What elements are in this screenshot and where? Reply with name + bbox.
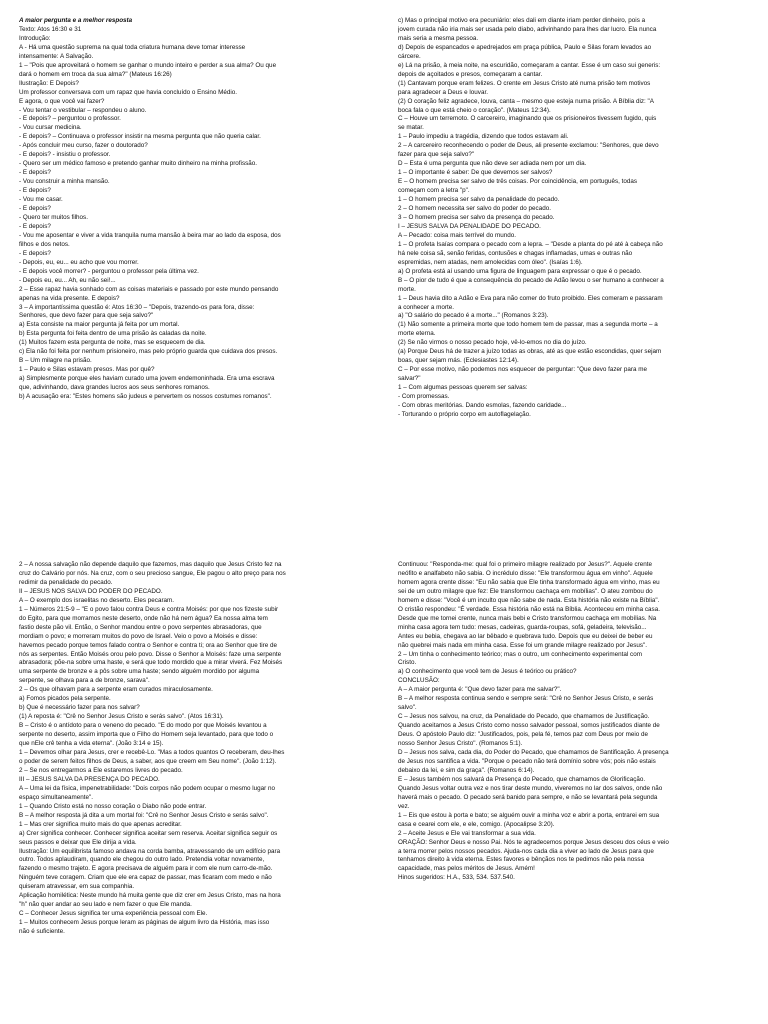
- text-line: começam com a letra "p".: [398, 187, 470, 195]
- text-line: 1 – Quando Cristo está no nosso coração o Diabo não pode entrar.: [19, 802, 207, 810]
- text-line: Texto: Atos 16:30 e 31: [19, 25, 82, 33]
- text-line: quiseram atravessar, em sua companhia.: [19, 883, 135, 891]
- text-line: Ilustração: E Depois?: [19, 79, 79, 87]
- text-line: II – JESUS NOS SALVA DO PODER DO PECADO.: [19, 587, 163, 595]
- text-line: homem agora crente disse: "Eu não sabia que Ele tinha transformado água em vinho, mas eu: [398, 578, 660, 586]
- text-line: abrasadora; põe-na sobre uma haste, e será que todo mordido que a mirar viverá. Fez Moisés: [19, 659, 283, 667]
- text-line: Um professor conversava com um rapaz que havia concluído o Ensino Médio.: [19, 88, 238, 96]
- text-line: - Torturando o próprio corpo em autoflagelação.: [398, 410, 531, 418]
- text-line: E – O homem precisa ser salvo de três coisas. Por coincidência, em português, todas: [398, 178, 638, 186]
- text-line: serpente no deserto, assim importa que o Filho do Homem seja levantado, para que todo o: [19, 731, 274, 739]
- text-line: c) Ela não foi feita por nenhum prisioneiro, mas pelo próprio guarda que cuidava dos presos.: [19, 348, 278, 356]
- text-line: do Egito, para que morramos neste deserto, onde não há nem água? Ea nossa alma tem: [19, 614, 268, 622]
- text-line: a) "O salário do pecado é a morte..." (Romanos 3:23).: [398, 312, 549, 320]
- text-line: neófito e analfabeto não sabia. O incrédulo disse: "Ele transformou água em vinho". Aquele: [398, 569, 653, 577]
- text-line: Quando aceitamos a Jesus Cristo como nosso salvador pessoal, somos justificados diante de: [398, 722, 660, 730]
- text-line: 2 – Um tinha o conhecimento teórico; mas o outro, um conhecimento experimental com: [398, 650, 642, 658]
- text-line: morte.: [398, 285, 416, 293]
- text-line: (1) Cantavam porque eram felizes. O crente em Jesus Cristo até numa prisão tem motivos: [398, 79, 651, 87]
- text-line: seus passos e deixar que Ele dirija a vida.: [19, 838, 137, 846]
- text-line: Ilustração: Um equilibrista famoso andava na corda bamba, atravessando de um edifício para: [19, 847, 281, 855]
- text-line: - Depois eu, eu... Ah, eu não sei!...: [19, 276, 116, 284]
- text-line: cárcere.: [398, 52, 421, 60]
- text-line: Antes eu bebia, chegava ao lar bêbado e quebrava tudo. Depois que eu deixei de beber eu: [398, 632, 653, 640]
- text-line: B – A melhor resposta já dita a um mortal foi: "Crê no Senhor Jesus Cristo e serás salvo".: [19, 811, 269, 819]
- text-line: b) Que é necessário fazer para nos salvar?: [19, 704, 140, 712]
- text-line: espaço simultaneamente".: [19, 793, 93, 801]
- text-line: Desde que me tornei crente, nunca mais bebi e Cristo transformou cachaça em mobílias. Na: [398, 614, 657, 622]
- text-line: a terra morrer pelos nossos pecados. Ajuda-nos cada dia a viver ao lado de Jesus para que: [398, 847, 654, 855]
- text-line: 2 – Esse rapaz havia sonhado com as coisas materiais e passado por este mundo pensando: [19, 285, 279, 293]
- text-line: Aplicação homilética: Neste mundo há muita gente que diz crer em Jesus Cristo, mas na hora: [19, 892, 281, 900]
- text-line: C – Houve um terremoto. O carcereiro, imaginando que os prisioneiros tivessem fugido, quis: [398, 115, 657, 123]
- text-line: 2 – O homem necessita ser salvo do poder do pecado.: [398, 205, 551, 213]
- text-line: vez.: [398, 802, 410, 810]
- text-line: morte eterna.: [398, 330, 436, 338]
- text-line: - E depois? - insistiu o professor.: [19, 151, 111, 159]
- text-line: O cristão respondeu: "É verdade. Essa história não está na Bíblia. Aconteceu em minha casa.: [398, 605, 660, 613]
- text-line: - E depois?: [19, 249, 51, 257]
- text-line: 1 – Deus havia dito a Adão e Eva para não comer do fruto proibido. Eles comeram e passaram: [398, 294, 663, 302]
- text-line: minha casa agora tem tudo: mesas, cadeiras, guarda-roupas, sofá, geladeira, televisão...: [398, 623, 647, 631]
- text-line: fastio deste pão vil. Então, o Senhor mandou entre o povo serpentes abrasadoras, que: [19, 623, 262, 631]
- text-line: - Vou tentar o vestibular – respondeu o aluno.: [19, 106, 147, 114]
- text-line: E agora, o que você vai fazer?: [19, 97, 105, 105]
- text-line: nosso Senhor Jesus Cristo". (Romanos 5:1).: [398, 740, 523, 748]
- text-line: (1) A reposta é: "Crê no Senhor Jesus Cristo e serás salvo". (Atos 16:31).: [19, 713, 224, 721]
- text-line: 2 – A nossa salvação não depende daquilo que fazemos, mas daquilo que Jesus Cristo fez na: [19, 561, 282, 568]
- text-line: fazendo o mesmo trajeto. E agora precisava de alguém para ir com ele num carro-de-mão.: [19, 865, 273, 873]
- text-line: a) Simplesmente porque eles haviam curado uma jovem endemoninhada. Era uma escrava: [19, 375, 275, 383]
- text-line: A – Pecado: coisa mais terrível do mundo.: [398, 231, 516, 239]
- text-line: (1) Muitos fazem esta pergunta de noite, mas se esquecem de dia.: [19, 339, 206, 347]
- text-line: B – O pior de tudo é que a consequência do pecado de Adão levou o ser humano a conhecer a: [398, 276, 664, 284]
- text-line: Introdução:: [19, 34, 51, 42]
- text-line: - E depois? – perguntou o professor.: [19, 115, 121, 123]
- text-line: III – JESUS SALVA DA PRESENÇA DO PECADO.: [19, 775, 160, 783]
- text-line: A maior pergunta e a melhor resposta: [19, 17, 133, 24]
- text-line: A – Uma lei da física, impenetrabilidade: "Dois corpos não podem ocupar o mesmo lugar no: [19, 784, 275, 792]
- text-line: - Vou me aposentar e viver a vida tranquila numa mansão à beira mar ao lado da esposa, dos: [19, 231, 281, 239]
- text-line: - Com promessas.: [398, 393, 450, 401]
- column-top-right: [398, 17, 755, 517]
- text-line: 1 – O profeta Isaías compara o pecado com a lepra. – "Desde a planta do pé até à cabeça não: [398, 240, 663, 248]
- text-line: - Vou construir a minha mansão.: [19, 178, 110, 186]
- text-line: cruz do Calvário por nós. Na cruz, com o seu precioso sangue, Ele pagou o alto preço para nos: [19, 569, 286, 577]
- text-line: - E depois você morrer? - perguntou o professor pela última vez.: [19, 267, 199, 275]
- text-line: I – JESUS SALVA DA PENALIDADE DO PECADO.: [398, 222, 541, 230]
- text-line: - Com obras meritórias. Dando esmolas, fazendo caridade...: [398, 401, 567, 409]
- text-line: Senhores, que devo fazer para que seja salvo?": [19, 312, 154, 320]
- text-line: a) Esta consiste na maior pergunta já feita por um mortal.: [19, 321, 180, 329]
- text-line: ORAÇÃO: Senhor Deus e nosso Pai. Nós te agradecemos porque Jesus desceu dos céus e veio: [398, 838, 669, 846]
- text-line: havemos pecado porque temos falado contra o Senhor e contra ti; ora ao Senhor que tire de: [19, 641, 277, 649]
- text-line: 1 – Paulo impediu a tragédia, dizendo que todos estavam ali.: [398, 133, 569, 141]
- column-top-left: [19, 17, 376, 497]
- text-line: b) Esta pergunta foi feita dentro de uma prisão às caladas da noite.: [19, 330, 207, 338]
- text-line: a) Crer significa conhecer. Conhecer significa aceitar sem reserva. Aceitar significa seguir os: [19, 829, 278, 837]
- text-line: - Quero ser um médico famoso e pretendo ganhar muito dinheiro na minha profissão.: [19, 160, 258, 168]
- text-line: 1 – Eis que estou à porta e bato; se alguém ouvir a minha voz e abrir a porta, entrarei em sua: [398, 811, 660, 819]
- text-line: para agradecer a Deus e louvar.: [398, 88, 488, 96]
- text-line: Ninguém teve coragem. Criam que ele era capaz de passar, mas ficaram com medo e não: [19, 874, 272, 882]
- text-line: tenhamos direito à vida eterna. Estes favores e bênçãos nos te pedimos não pela nossa: [398, 856, 645, 864]
- text-line: salvar?": [398, 375, 421, 383]
- text-line: mais seria a mesma pessoa.: [398, 34, 479, 42]
- text-line: - E depois?: [19, 222, 51, 230]
- text-line: boca fala o que está cheio o coração". (Mateus 12:34).: [398, 106, 551, 114]
- text-line: 2 – Os que olhavam para a serpente eram curados miraculosamente.: [19, 686, 213, 694]
- text-line: (a) Porque Deus há de trazer a juízo todas as obras, até as que estão escondidas, quer sejam: [398, 348, 662, 356]
- text-line: 1 – Números 21:5-9 – "E o povo falou contra Deus e contra Moisés: por que nos fizeste subir: [19, 605, 279, 613]
- text-line: - E depois? – Continuava o professor insistir na mesma pergunta que não queria calar.: [19, 133, 261, 141]
- text-line: - Depois, eu, eu... eu acho que vou morrer.: [19, 258, 139, 266]
- text-line: c) Mas o principal motivo era pecuniário: eles dali em diante iriam perder dinheiro, pois a: [398, 17, 646, 24]
- text-line: 2 – A carcereiro reconhecendo o poder de Deus, ali presente exclamou: "Senhores, que devo: [398, 142, 659, 150]
- text-line: homem e disse: "Você é um inculto que não sabe de nada. Esta história não existe na Bíblia".: [398, 596, 660, 604]
- text-line: espremidas, nem atadas, nem amolecidas com óleo". (Isaías 1:6).: [398, 258, 583, 266]
- text-line: sei de um outro milagre que fez: Ele transformou cachaça em mobílias". O ateu zombou do: [398, 587, 653, 595]
- text-line: 1 – Paulo e Silas estavam presos. Mas por quê?: [19, 366, 155, 374]
- text-line: boas, quer sejam más. (Eclesiastes 12:14).: [398, 357, 519, 365]
- text-line: dará o homem em troca da sua alma?" (Mateus 16:26): [19, 70, 172, 78]
- text-line: - Vou me casar.: [19, 196, 63, 204]
- text-line: d) Depois de espancados e apedrejados em praça pública, Paulo e Silas foram levados ao: [398, 43, 652, 51]
- text-line: B – Um milagre na prisão.: [19, 357, 92, 365]
- text-line: 1 – Devemos olhar para Jesus, crer e recebê-Lo. "Mas a todos quantos O receberam, deu-lhes: [19, 749, 285, 757]
- text-line: B – A melhor resposta continua sendo e sempre será: "Crê no Senhor Jesus Cristo, e serás: [398, 695, 654, 703]
- text-line: que nEle crê tenha a vida eterna". (João 3:14 e 15).: [19, 740, 164, 748]
- text-line: - E depois?: [19, 169, 51, 177]
- text-line: D – Jesus nos salva, cada dia, do Poder do Pecado, que chamamos de Santificação. A presença: [398, 749, 669, 757]
- text-line: Quando Jesus voltar outra vez e nos tirar deste mundo, viveremos no lar dos salvos, onde não: [398, 784, 663, 792]
- text-line: C – Por esse motivo, não podemos nos esquecer de perguntar: "Que devo fazer para me: [398, 366, 648, 374]
- text-line: (2) O coração feliz agradece, louva, canta – mesmo que esteja numa prisão. A Bíblia diz: "A: [398, 97, 654, 105]
- text-line: nós as serpentes. Então Moisés orou pelo povo. Disse o Senhor a Moisés: faze uma serpente: [19, 650, 282, 658]
- text-line: "h" não quer andar ao seu lado e nem fazer o que Ele manda.: [19, 901, 192, 909]
- text-line: casa e cearei com ele, e ele, comigo. (Apocalipse 3:20).: [398, 820, 555, 828]
- text-line: Continuou: "Responda-me: qual foi o primeiro milagre realizado por Jesus?". Aquele crente: [398, 561, 653, 568]
- text-line: a) O profeta está aí usando uma figura de linguagem para expressar o que é o pecado.: [398, 267, 642, 275]
- text-line: - Vou cursar medicina.: [19, 124, 82, 132]
- text-line: 3 – O homem precisa ser salvo da presença do pecado.: [398, 213, 555, 221]
- text-line: a) O conhecimento que você tem de Jesus é teórico ou prático?: [398, 668, 577, 676]
- text-line: há nele coisa sã, senão feridas, contusões e chagas inflamadas, umas e outras não: [398, 249, 633, 257]
- text-line: C – Jesus nos salvou, na cruz, da Penalidade do Pecado, que chamamos de Justificação.: [398, 713, 650, 721]
- text-line: redimir da penalidade do pecado.: [19, 578, 113, 586]
- text-line: 3 – A importantíssima questão é: Atos 16:30 – "Depois, trazendo-os para fora, disse:: [19, 303, 255, 311]
- text-line: D – Esta é uma pergunta que não deve ser adiada nem por um dia.: [398, 160, 587, 168]
- text-line: filhos e dos netos.: [19, 240, 70, 248]
- text-line: 1 – Muitos conhecem Jesus porque leram as páginas de algum livro da História, mas isso: [19, 919, 270, 927]
- text-line: Cristo.: [398, 659, 417, 667]
- text-line: 1 – "Pois que aproveitará o homem se ganhar o mundo inteiro e perder a sua alma? Ou que: [19, 61, 277, 69]
- text-line: - E depois?: [19, 205, 51, 213]
- text-line: fazer para que seja salvo?": [398, 151, 475, 159]
- text-line: outro. Todos aplaudiram, quando ele chegou do outro lado. Pretendia voltar novamente,: [19, 856, 265, 864]
- text-line: jovem curada não iria mais ser usada pelo diabo, adivinhando para lhes dar lucro. Ela nunca: [398, 25, 657, 33]
- text-line: debaixo da lei, e sim da graça". (Romanos 6:14).: [398, 766, 535, 774]
- text-line: serpente, se olhava para a de bronze, sarava".: [19, 677, 150, 685]
- text-line: CONCLUSÃO:: [398, 677, 440, 685]
- text-line: A – O exemplo dos israelitas no deserto. Eles pecaram.: [19, 596, 175, 604]
- text-line: 1 – O homem precisa ser salvo da penalidade do pecado.: [398, 196, 560, 204]
- text-line: a conhecer a morte.: [398, 303, 455, 311]
- text-line: capacidade, mas pelos méritos de Jesus. Amém!: [398, 865, 535, 873]
- text-line: - Quero ter muitos filhos.: [19, 213, 88, 221]
- text-line: 1 – Com algumas pessoas querem ser salvas:: [398, 384, 528, 392]
- text-line: e) Lá na prisão, à meia noite, na escuridão, começaram a cantar. Esse é um caso sui generis:: [398, 61, 661, 69]
- text-line: - E depois?: [19, 187, 51, 195]
- column-bottom-left: [19, 561, 376, 1024]
- text-line: B – Cristo é o antídoto para o veneno do pecado. "E do modo por que Moisés levantou a: [19, 722, 267, 730]
- text-line: que, adivinhando, dava grandes lucros aos seus senhores romanos.: [19, 384, 210, 392]
- text-line: haverá mais o pecado. O pecado será banido para sempre, e não se levantará pela segunda: [398, 793, 658, 801]
- text-line: apenas na vida presente. E depois?: [19, 294, 120, 302]
- text-line: salvo".: [398, 704, 417, 712]
- text-line: A – A maior pergunta é: "Que devo fazer para me salvar?".: [398, 686, 562, 694]
- text-line: mordiam o povo; e morreram muitos do povo de Israel. Veio o povo a Moisés e disse:: [19, 632, 258, 640]
- text-line: 1 – O importante é saber: De que devemos ser salvos?: [398, 169, 553, 177]
- text-line: C – Conhecer Jesus significa ter uma experiência pessoal com Ele.: [19, 910, 208, 918]
- text-line: Hinos sugeridos: H.A., 533, 534. 537.540.: [398, 874, 515, 882]
- text-line: não é suficiente.: [19, 928, 65, 936]
- text-line: 2 – Aceite Jesus e Ele vai transformar a sua vida.: [398, 829, 536, 837]
- text-line: depois de açoitados e presos, começaram a cantar.: [398, 70, 543, 78]
- text-line: intensamente: A Salvação.: [19, 52, 94, 60]
- text-line: A - Há uma questão suprema na qual toda criatura humana deve tomar interesse: [19, 43, 246, 51]
- text-line: Deus. O apóstolo Paulo diz: "Justificados, pois, pela fé, temos paz com Deus por meio de: [398, 731, 649, 739]
- text-line: se matar.: [398, 124, 424, 132]
- text-line: E – Jesus também nos salvará da Presença do Pecado, que chamamos de Glorificação.: [398, 775, 646, 783]
- column-bottom-right: [398, 561, 755, 981]
- text-line: de Jesus nos santifica a vida. "Porque o pecado não terá domínio sobre vós; pois não estais: [398, 757, 656, 765]
- text-line: - Após concluir meu curso, fazer o doutorado?: [19, 142, 148, 150]
- text-line: 2 – Se nos entregarmos a Ele estaremos livres do pecado.: [19, 766, 183, 774]
- text-line: b) A acusação era: "Estes homens são judeus e pervertem os nossos costumes romanos".: [19, 393, 272, 401]
- text-line: (2) Se não virmos o nosso pecado hoje, vê-lo-emos no dia do juízo.: [398, 339, 587, 347]
- text-line: 1 – Mas crer significa muito mais do que apenas acreditar.: [19, 820, 182, 828]
- text-line: o poder de serem feitos filhos de Deus, a saber, aos que creem em Seu nome". (João 1:12).: [19, 757, 277, 765]
- text-line: a) Fomos picados pela serpente.: [19, 695, 111, 703]
- text-line: (1) Não somente a primeira morte que todo homem tem de passar, mas a segunda morte – a: [398, 321, 658, 329]
- text-line: não quebrei mais nada em minha casa. Esse foi um grande milagre realizado por Jesus".: [398, 641, 647, 649]
- text-line: uma serpente de bronze e a pôs sobre uma haste; sendo alguém mordido por alguma: [19, 668, 260, 676]
